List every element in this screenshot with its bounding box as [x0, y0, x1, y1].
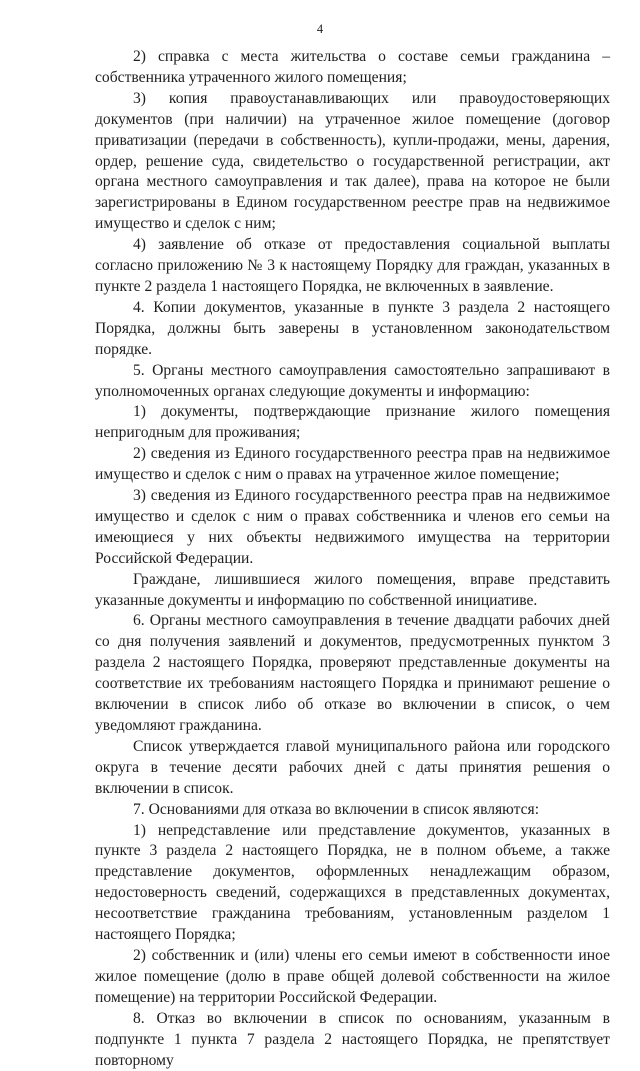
paragraph: 2) собственник и (или) члены его семьи имеют в собственности иное жилое помещение (долю в праве общей долевой собственности на жилое помещение) на территории Российской Федерации.: [95, 946, 610, 1006]
paragraph: 5. Органы местного самоуправления самостоятельно запрашивают в уполномоченных органах следующие документы и информацию:: [95, 361, 610, 400]
paragraph: 8. Отказ во включении в список по основаниям, указанным в подпункте 1 пункта 7 раздела 2 настоящего Порядка, не препятствует повторному: [95, 1009, 610, 1069]
paragraph: Граждане, лишившиеся жилого помещения, вправе представить указанные документы и информацию по собственной инициативе.: [95, 570, 610, 609]
paragraph: 4. Копии документов, указанные в пункте 3 раздела 2 настоящего Порядка, должны быть заверены в установленном законодательством порядке.: [95, 298, 610, 358]
page-number: 4: [316, 22, 324, 36]
paragraph: 3) копия правоустанавливающих или правоудостоверяющих документов (при наличии) на утраченное жилое помещение (договор приватизации (передачи в собственность), купли-продажи, мены, дарения, ордер, решение суда, свидетельство о государственной регистрации, акт органа местного самоуправления и так далее), права на которое не были зарегистрированы в Едином государственном реестре прав на недвижимое имущество и сделок с ним;: [95, 89, 610, 233]
paragraph: Список утверждается главой муниципального района или городского округа в течение десяти рабочих дней с даты принятия решения о включении в список.: [95, 737, 610, 797]
paragraph: 2) сведения из Единого государственного реестра прав на недвижимое имущество и сделок с ним о правах на утраченное жилое помещение;: [95, 445, 610, 484]
paragraph: 1) документы, подтверждающие признание жилого помещения непригодным для проживания;: [95, 403, 610, 442]
paragraph: 2) справка с места жительства о составе семьи гражданина – собственника утраченного жилого помещения;: [95, 48, 610, 86]
paragraph: 4) заявление об отказе от предоставления социальной выплаты согласно приложению № 3 к настоящему Порядку для граждан, указанных в пункте 2 раздела 1 настоящего Порядка, не включенных в заявление.: [95, 236, 610, 295]
paragraph: 7. Основаниями для отказа во включении в список являются:: [133, 800, 540, 818]
paragraph: 6. Органы местного самоуправления в течение двадцати рабочих дней со дня получения заявлений и документов, предусмотренных пунктом 3 раздела 2 настоящего Порядка, проверяют представленные документы на соответствие их требованиям настоящего Порядка и принимают решение о включении в список либо об отказе во включении в список, о чем уведомляют гражданина.: [95, 612, 610, 734]
paragraph: 3) сведения из Единого государственного реестра прав на недвижимое имущество и сделок с ним о правах собственника и членов его семьи на имеющиеся у них объекты недвижимого имущества на территории Российской Федерации.: [95, 487, 610, 567]
paragraph: 1) непредставление или представление документов, указанных в пункте 3 раздела 2 настоящего Порядка, не в полном объеме, а также представление документов, оформленных ненадлежащим образом, недостоверность сведений, содержащихся в представленных документах, несоответствие гражданина требованиям, установленным разделом 1 настоящего Порядка;: [95, 821, 610, 944]
document-body: [95, 47, 610, 1071]
